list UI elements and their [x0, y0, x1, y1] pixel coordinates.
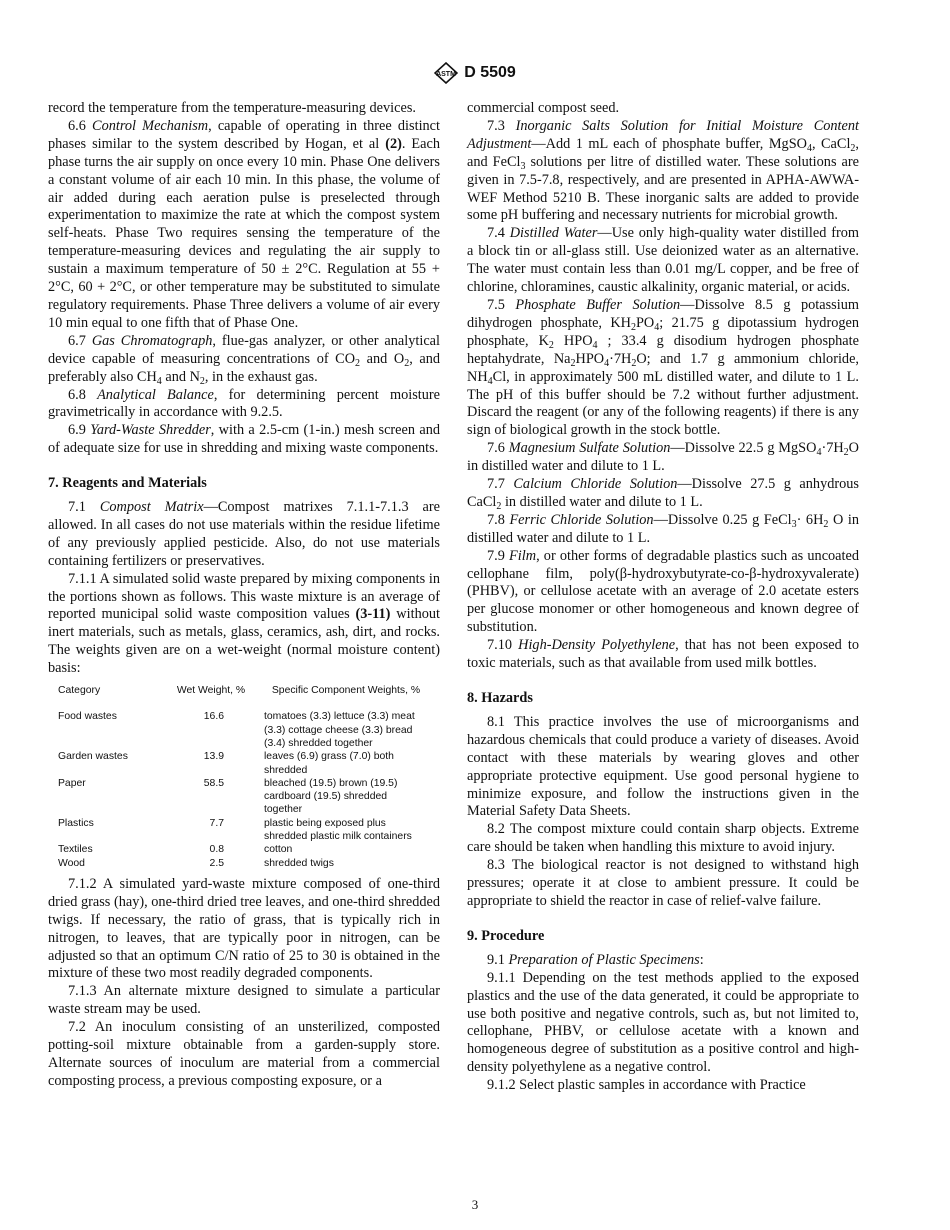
table-row — [58, 843, 428, 856]
table-row — [58, 817, 428, 844]
cell-wet: 13.9 — [203, 751, 224, 763]
section-8-2: 8.2 The compost mixture could contain sharp objects. Extreme care should be taken when handling this mixture to avoid injury. — [467, 821, 859, 856]
page-number: 3 — [471, 1197, 479, 1212]
cell-category: Paper — [58, 777, 86, 789]
cell-wet: 2.5 — [209, 857, 224, 869]
section-8-3: 8.3 The biological reactor is not designed to withstand high pressures; operate it at close to ambient pressure. It could be appropriate to shield the reactor in case of relief-valve failure. — [467, 857, 859, 909]
section-6-6: 6.6 Control Mechanism, capable of operating in three distinct phases similar to the system described by Hogan, et al (2). Each phase turns the air supply on once every 10 min. Phase One delivers a constant volume of air each 10 min. In this phase, the volume of air added during each aeration pulse is preselected through experimentation to maximize the rate at which the compost system self-heats. Phase Two requires sensing the temperature of the temperature-measuring devices and regulating the air supply to sustain a maximum temperature of 50 ± 2°C. Regulation at 55 + 2°C, 60 + 2°C, or other temperature may be substituted to simulate regulatory requirements. Phase Three delivers a volume of air every 10 min equal to one fifth that of Phase One. — [48, 117, 441, 331]
section-7-3: 7.3 Inorganic Salts Solution for Initial Moisture Content Adjustment—Add 1 mL each of phosphate buffer, MgSO$_4$, CaCl$_2$, and FeCl$_3$ solutions per litre of distilled water. These solutions are given in 7.5-7.8, respectively, and are presented in APHA-AWWA-WEF Method 5210 B. These inorganic salts are added to provide some pH buffering and necessary nutrients for microbial growth. — [467, 117, 859, 224]
section-heading-9: 9. Procedure — [467, 927, 545, 944]
section-7-1-3: 7.1.3 An alternate mixture designed to simulate a particular waste stream may be used. — [48, 983, 440, 1018]
waste-composition-table — [58, 684, 428, 870]
cell-category: Garden wastes — [58, 751, 128, 763]
section-7-4: 7.4 Distilled Water—Use only high-quality water distilled from a block tin or all-glass still. Use deionized water as an alternative. The water must contain less than 0.01 mg/L copper, and be free of chlorine, chloramines, caustic alkalinity, organic material, or acids. — [467, 225, 859, 296]
section-8-1: 8.1 This practice involves the use of microorganisms and hazardous chemicals that could produce a variety of diseases. Avoid contact with these materials by wearing gloves and other appropriate protective equipment. Use good personal hygiene to minimize exposure, and follow the instructions given in the Material Safety Data Sheets. — [467, 713, 859, 820]
header-specific-weights: Specific Component Weights, % — [271, 685, 421, 697]
table-row — [58, 710, 428, 750]
section-heading-7: 7. Reagents and Materials — [48, 475, 207, 492]
section-6-9: 6.9 Yard-Waste Shredder, with a 2.5-cm (1-in.) mesh screen and of adequate size for use in shredding and mixing waste components. — [48, 422, 440, 457]
section-6-7: 6.7 Gas Chromatograph, flue-gas analyzer, or other analytical device capable of measuring concentrations of $CO_2$ and $O_2$, and preferably also $CH_4$ and $N_2$, in the exhaust gas. — [48, 332, 440, 387]
cell-specific: bleached (19.5) brown (19.5) cardboard (19.5) shredded together — [264, 777, 398, 816]
table-row — [58, 750, 428, 777]
astm-logo-icon — [434, 62, 458, 84]
left-column — [48, 100, 440, 1091]
page-header — [0, 62, 950, 89]
cell-category: Food wastes — [58, 711, 117, 723]
cell-category: Textiles — [58, 844, 93, 856]
table-row — [58, 857, 428, 870]
cell-category: Plastics — [58, 817, 94, 829]
section-heading-8: 8. Hazards — [467, 690, 533, 706]
cell-wet: 16.6 — [203, 711, 224, 723]
header-category: Category — [58, 685, 101, 697]
section-7-5: 7.5 Phosphate Buffer Solution—Dissolve 8.5 g potassium dihydrogen phosphate, $KH_2PO_4$; 21.75 g dipotassium hydrogen phosphate, $K_2$ $HPO_4$ ; 33.4 g disodium hydrogen phosphate heptahydrate, $Na_2HPO_4\cdot 7H_2O$; and 1.7 g ammonium chloride, $NH_4Cl$, in approximately 500 mL distilled water, and dilute to 1 L. The pH of this buffer should be 7.2 without further adjustment. Discard the reagent (or any of the following reagents) if there is any sign of biological growth in the stock bottle. — [467, 296, 860, 439]
section-7-1-2: 7.1.2 A simulated yard-waste mixture composed of one-third dried grass (hay), one-third dried tree leaves, and one-third shredded twigs. If necessary, the ratio of grass, that is typically rich in nitrogen, to leaves, that are typically poor in nitrogen, can be adjusted so that an optimum C/N ratio of 25 to 30 is obtained in the mixture of these two most readily degraded components. — [48, 875, 440, 982]
table-row — [58, 777, 428, 817]
section-7-1: 7.1 Compost Matrix—Compost matrixes 7.1.1-7.1.3 are allowed. In all cases do not use materials within the residue lifetime of any previously applied pesticide. Also, do not use materials containing fertilizers or preservatives. — [48, 499, 441, 569]
section-6-8: 6.8 Analytical Balance, for determining percent moisture gravimetrically in accordance with 9.2.5. — [48, 386, 440, 421]
svg-text:ASTM: ASTM — [436, 71, 457, 78]
cell-specific: cotton — [264, 844, 293, 856]
section-7-10: 7.10 High-Density Polyethylene, that has not been exposed to toxic materials, such as that available from used milk bottles. — [467, 637, 859, 672]
section-9-1: 9.1 Preparation of Plastic Specimens: — [487, 951, 704, 968]
cell-wet: 7.7 — [209, 817, 224, 829]
cell-category: Wood — [58, 857, 85, 869]
section-7-9: 7.9 Film, or other forms of degradable plastics such as uncoated cellophane film, poly(β-hydroxybutyrate-co-β-hydroxyvalerate) (PHBV), or cellulose acetate with an average of 2.0 acetate esters per glucose monomer or other homogeneous and known degree of substitution. — [467, 547, 859, 636]
section-7-6: 7.6 Magnesium Sulfate Solution—Dissolve 22.5 g $MgSO_4\cdot 7H_2O$ in distilled water and dilute to 1 L. — [467, 440, 859, 475]
paragraph: record the temperature from the temperature-measuring devices. — [48, 100, 416, 116]
cell-specific: leaves (6.9) grass (7.0) both shredded — [264, 751, 394, 776]
cell-specific: shredded twigs — [264, 857, 334, 869]
section-7-8: 7.8 Ferric Chloride Solution—Dissolve 0.25 g FeCl$_3$· $6H_2$ O in distilled water and dilute to 1 L. — [467, 511, 859, 546]
header-wet-weight: Wet Weight, % — [176, 685, 246, 697]
section-7-1-1: 7.1.1 A simulated solid waste prepared by mixing components in the portions shown as follows. This waste mixture is an average of reported municipal solid waste composition values (3-11) without inert materials, such as metals, glass, ceramics, ash, dirt, and rocks. The weights given are on a wet-weight (normal moisture content) basis: — [48, 570, 440, 677]
right-column — [467, 100, 859, 1095]
section-7-2: 7.2 An inoculum consisting of an unsterilized, composted potting-soil mixture obtainable from a garden-supply store. Alternate sources of inoculum are material from a commercial composting process, a previous composting exposure, or a — [48, 1019, 440, 1089]
cell-wet: 58.5 — [203, 777, 224, 789]
cell-wet: 0.8 — [209, 844, 224, 856]
section-9-1-1: 9.1.1 Depending on the test methods applied to the exposed plastics and the use of the data generated, it could be appropriate to use both positive and negative controls, such as, but not limited to, cellophane, PHBV, or cellulose acetate with a known and homogeneous degree of substitution as a positive control and high-density polyethylene as a negative control. — [467, 969, 859, 1076]
table-header-row — [58, 684, 428, 697]
cell-specific: plastic being exposed plus shredded plastic milk containers — [264, 817, 412, 843]
section-7-7: 7.7 Calcium Chloride Solution—Dissolve 27.5 g anhydrous CaCl$_2$ in distilled water and dilute to 1 L. — [467, 476, 859, 512]
document-designation: D 5509 — [464, 64, 516, 81]
paragraph: commercial compost seed. — [467, 100, 620, 116]
cell-specific: tomatoes (3.3) lettuce (3.3) meat (3.3) cottage cheese (3.3) bread (3.4) shredded together — [264, 711, 415, 749]
section-9-1-2: 9.1.2 Select plastic samples in accordance with Practice — [487, 1077, 806, 1094]
